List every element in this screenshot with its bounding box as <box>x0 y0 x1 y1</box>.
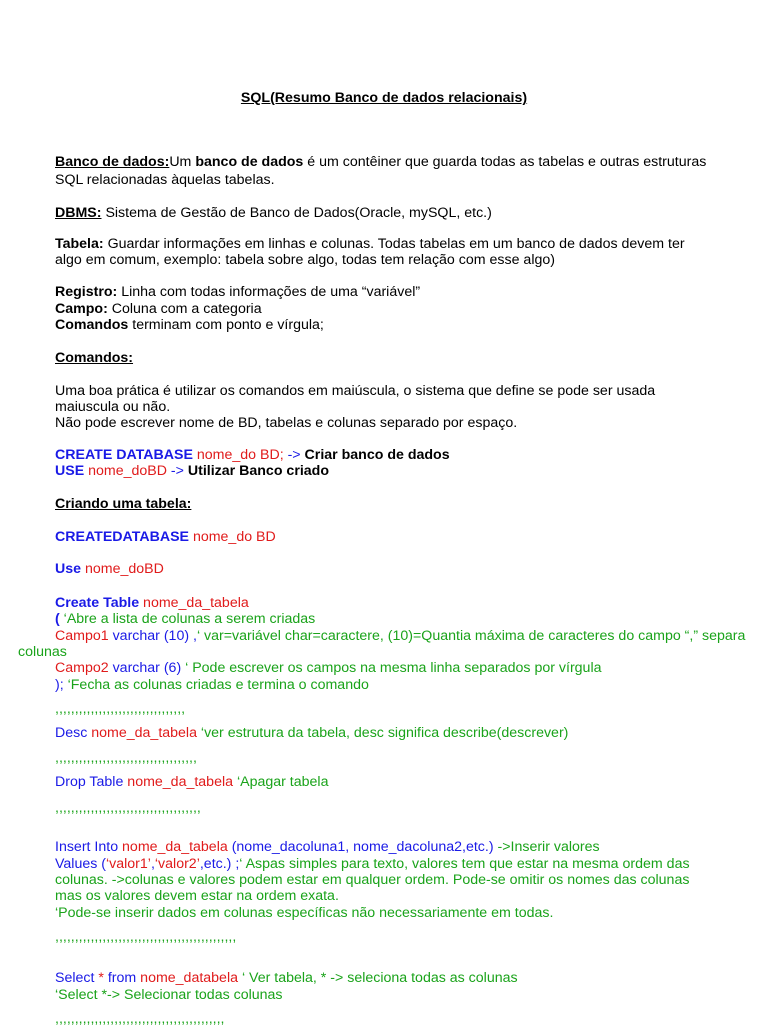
use-arrow: -> <box>166 463 188 479</box>
banco-text-2: é um contêiner que guarda todas as tabelas e outras estruturas <box>303 154 707 170</box>
values-v2: ‘valor2’ <box>154 856 200 872</box>
insert-line-4: mas os valores devem estar na ordem exata. <box>55 888 339 904</box>
drop-keyword: Drop Table <box>55 774 124 790</box>
separator-1: ,,,,,,,,,,,,,,,,,,,,,,,,,,,,,,,,, <box>55 701 186 717</box>
campo-label: Campo: <box>55 301 108 317</box>
insert-line-5: ‘Pode-se inserir dados em colunas específicas não necessariamente em todas. <box>55 905 554 921</box>
tabela-line-1 <box>55 236 685 253</box>
campo2-name: Campo2 <box>55 660 109 676</box>
select-line <box>55 970 518 987</box>
comandos-note-label: Comandos <box>55 317 129 333</box>
insert-comment: ->Inserir valores <box>493 839 600 855</box>
select-line-2: ‘Select *-> Selecionar todas colunas <box>55 987 283 1003</box>
select-from: from <box>103 970 137 986</box>
open-paren-comment: ‘Abre a lista de colunas a serem criadas <box>59 611 316 627</box>
drop-comment: ‘Apagar tabela <box>233 774 329 790</box>
insert-line-3: colunas. ->colunas e valores podem estar em qualquer ordem. Pode-se omitir os nomes das colunas <box>55 872 690 888</box>
campo2-type: varchar (6) <box>108 660 182 676</box>
create-table-name: nome_da_tabela <box>139 595 249 611</box>
campo2-comment: ‘ Pode escrever os campos na mesma linha separados por vírgula <box>181 660 602 676</box>
create-database-line <box>55 447 450 464</box>
criando-heading: Criando uma tabela: <box>55 496 192 512</box>
use2-line <box>55 561 164 578</box>
page-title: SQL(Resumo Banco de dados relacionais) <box>240 90 528 106</box>
banco-line-2: SQL relacionadas àquelas tabelas. <box>55 172 275 188</box>
insert-columns: (nome_dacoluna1, nome_dacoluna2,etc.) <box>227 839 494 855</box>
values-v1: ‘valor1’ <box>106 856 151 872</box>
campo2-line <box>55 660 602 677</box>
createdatabase-line <box>55 529 276 546</box>
desc-keyword: Desc <box>55 725 88 741</box>
separator-3: ,,,,,,,,,,,,,,,,,,,,,,,,,,,,,,,,,,,,, <box>55 800 201 816</box>
tabela-label: Tabela: <box>55 236 104 252</box>
registro-text: Linha com todas informações de uma “variável” <box>117 284 421 300</box>
values-end: ,etc.) ; <box>199 856 240 872</box>
campo1-line <box>55 628 745 645</box>
desc-comment: ‘ver estrutura da tabela, desc significa describe(descrever) <box>196 725 569 741</box>
createdatabase-name: nome_do BD <box>189 529 276 545</box>
dbms-line <box>55 205 492 222</box>
insert-name: nome_da_tabela <box>118 839 228 855</box>
create-table-keyword: Create Table <box>55 595 140 611</box>
values-comma: , <box>150 856 155 872</box>
dbms-text: Sistema de Gestão de Banco de Dados(Oracle, mySQL, etc.) <box>101 205 492 221</box>
campo1-type: varchar (10) , <box>108 628 197 644</box>
open-paren-line <box>55 611 315 628</box>
campo1-name: Campo1 <box>55 628 109 644</box>
createdatabase-keyword: CREATEDATABASE <box>55 529 189 545</box>
registro-line <box>55 284 420 301</box>
select-name: nome_databela <box>136 970 238 986</box>
open-paren: ( <box>55 611 60 627</box>
separator-5: ,,,,,,,,,,,,,,,,,,,,,,,,,,,,,,,,,,,,,,,,,,, <box>55 1011 225 1027</box>
campo1-wrap: colunas <box>18 644 67 660</box>
banco-text-1: Um <box>169 154 196 170</box>
drop-line <box>55 774 328 791</box>
use-desc: Utilizar Banco criado <box>187 463 330 479</box>
close-paren-comment: ‘Fecha as colunas criadas e termina o comando <box>63 677 369 693</box>
separator-4: ,,,,,,,,,,,,,,,,,,,,,,,,,,,,,,,,,,,,,,,,,,,,,, <box>55 929 237 945</box>
values-keyword: Values ( <box>55 856 106 872</box>
select-star: * <box>94 970 104 986</box>
use2-name: nome_doBD <box>81 561 164 577</box>
use-keyword: USE <box>55 463 85 479</box>
registro-label: Registro: <box>55 284 118 300</box>
desc-name: nome_da_tabela <box>87 725 197 741</box>
insert-line <box>55 839 600 856</box>
drop-name: nome_da_tabela <box>123 774 234 790</box>
create-database-arrow: -> <box>283 447 305 463</box>
campo1-comment: ‘ var=variável char=caractere, (10)=Quantia máxima de caracteres do campo “,” separa <box>196 628 746 644</box>
comandos-note-line <box>55 317 324 334</box>
select-comment: ‘ Ver tabela, * -> seleciona todas as colunas <box>238 970 518 986</box>
create-table-line <box>55 595 249 612</box>
pratica-line-1: Uma boa prática é utilizar os comandos em maiúscula, o sistema que define se pode ser usada <box>55 383 656 399</box>
use-name: nome_doBD <box>84 463 167 479</box>
select-keyword: Select <box>55 970 95 986</box>
dbms-label: DBMS: <box>55 205 102 221</box>
separator-2: ,,,,,,,,,,,,,,,,,,,,,,,,,,,,,,,,,,,, <box>55 750 197 766</box>
values-line <box>55 856 690 873</box>
tabela-text: Guardar informações em linhas e colunas. Todas tabelas em um banco de dados devem ter <box>103 236 685 252</box>
campo-text: Coluna com a categoria <box>107 301 262 317</box>
comandos-note-text: terminam com ponto e vírgula; <box>128 317 324 333</box>
insert-keyword: Insert Into <box>55 839 119 855</box>
pratica-line-3: Não pode escrever nome de BD, tabelas e colunas separado por espaço. <box>55 415 518 431</box>
desc-line <box>55 725 568 742</box>
close-paren-line <box>55 677 369 694</box>
tabela-line-2: algo em comum, exemplo: tabela sobre algo, todas tem relação com esse algo) <box>55 252 555 268</box>
banco-label: Banco de dados: <box>55 154 170 170</box>
create-database-keyword: CREATE DATABASE <box>55 447 193 463</box>
use-db-line <box>55 463 329 480</box>
banco-line-1 <box>55 154 706 171</box>
values-comment: ‘ Aspas simples para texto, valores tem que estar na mesma ordem das <box>239 856 690 872</box>
banco-text-bold: banco de dados <box>195 154 304 170</box>
use2-keyword: Use <box>55 561 82 577</box>
comandos-heading: Comandos: <box>55 350 134 366</box>
pratica-line-2: maiuscula ou não. <box>55 399 171 415</box>
create-database-name: nome_do BD; <box>192 447 284 463</box>
close-paren: ); <box>55 677 64 693</box>
create-database-desc: Criar banco de dados <box>304 447 450 463</box>
campo-line <box>55 301 262 318</box>
